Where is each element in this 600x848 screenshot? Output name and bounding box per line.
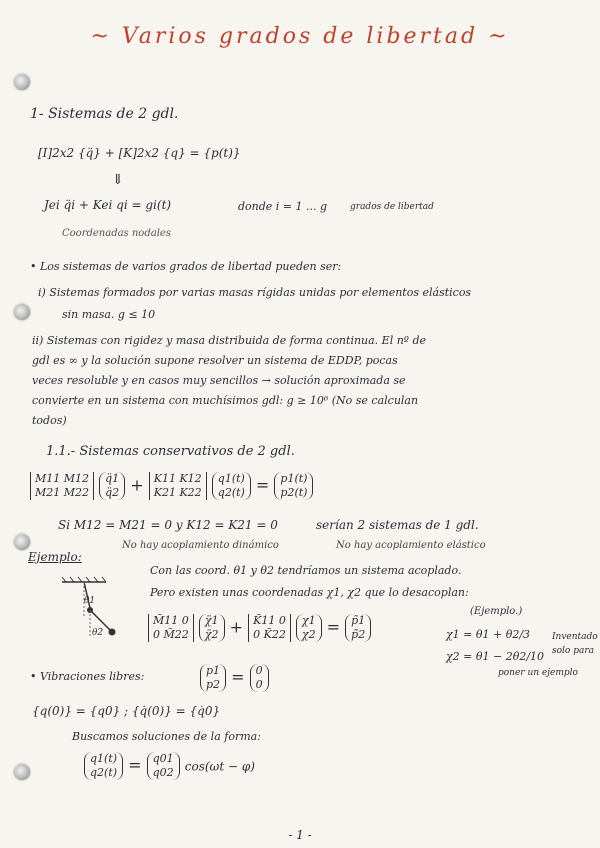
example-chi2: χ2 = θ1 − 2θ2/10 [446,650,545,663]
binder-hole [14,304,30,320]
theta2-label: θ2 [92,628,104,638]
item-ii-line: gdl es ∞ y la solución supone resolver un sistema de EDDP, pocas [32,354,398,367]
example-note: (Ejemplo.) [470,606,523,617]
subsection-heading: 1.1.- Sistemas conservativos de 2 gdl. [46,444,295,459]
chi-acceleration-vector: χ̈1 χ̈2 [199,614,225,642]
decoupled-stiffness-matrix: K̃11 0 0 K̃22 [248,614,291,642]
item-ii-line: ii) Sistemas con rigidez y masa distribuida de forma continua. El nº de [32,334,427,347]
decoupled-load-vector: p̃1 p̃2 [345,614,371,642]
mass-matrix: M11 M12 M21 M22 [30,472,94,500]
solution-intro: Buscamos soluciones de la forma: [72,730,261,743]
decoupled-equation: Jei q̈i + Kei qi = gi(t) [44,198,172,212]
binder-hole [14,74,30,90]
down-arrow-icon: ⇓ [112,172,124,188]
theta1-label: θ1 [84,596,96,606]
load-vector: p1(t) p2(t) [274,472,313,500]
example-text: Con las coord. θ1 y θ2 tendríamos un sistema acoplado. [150,564,462,577]
section-heading: 1- Sistemas de 2 gdl. [30,106,179,122]
solution-form: q1(t) q2(t) = q01 q02 cos(ωt − φ) [84,752,255,780]
item-ii-line: todos) [32,414,67,427]
item-ii-line: veces resoluble y en casos muy sencillos → solución aproximada se [32,374,406,387]
bullet-text: • Los sistemas de varios grados de libertad pueden ser: [30,260,342,273]
decoupled-matrix-equation: M̃11 0 0 M̃22 χ̈1 χ̈2 + K̃11 0 0 K̃22 χ1 χ2 = p̃1 p̃2 [148,614,371,642]
note-dynamic: No hay acoplamiento dinámico [122,540,279,551]
equation-note: donde i = 1 ... g [238,200,328,213]
acceleration-vector: q̈1 q̈2 [99,472,125,500]
item-ii-line: convierte en un sistema con muchísimos gdl: g ≥ 10⁶ (No se calculan [32,394,419,407]
chi-vector: χ1 χ2 [296,614,322,642]
invented-note: Inventado [552,632,598,642]
note-elastic: No hay acoplamiento elástico [336,540,486,551]
item-i-line: i) Sistemas formados por varias masas rígidas unidas por elementos elásticos [38,286,472,299]
example-chi1: χ1 = θ1 + θ2/3 [446,628,531,641]
equation-note-dof: grados de libertad [350,202,434,212]
matrix-equation: [I]2x2 {q̈} + [K]2x2 {q} = {p(t)} [38,146,241,160]
system-matrix-equation: M11 M12 M21 M22 q̈1 q̈2 + K11 K12 K21 K22 q1(t) q2(t) = p1(t) p2(t) [30,472,313,500]
example-label: Ejemplo: [28,550,82,564]
displacement-vector: q1(t) q2(t) [212,472,251,500]
coupling-result: serían 2 sistemas de 1 gdl. [316,518,479,532]
coordinate-label: Coordenadas nodales [62,228,171,239]
page-number: - 1 - [288,828,312,842]
item-i-line: sin masa. g ≤ 10 [62,308,156,321]
invented-note: poner un ejemplo [498,668,578,678]
stiffness-matrix: K11 K12 K21 K22 [149,472,207,500]
page-title: ~ Varios grados de libertad ~ [90,24,510,49]
binder-hole [14,534,30,550]
example-text: Pero existen unas coordenadas χ1, χ2 que lo desacoplan: [150,586,469,599]
coupling-condition: Si M12 = M21 = 0 y K12 = K21 = 0 [58,518,278,532]
decoupled-mass-matrix: M̃11 0 0 M̃22 [148,614,194,642]
binder-hole [14,764,30,780]
free-vibration-label: • Vibraciones libres: [30,670,145,683]
initial-conditions: {q(0)} = {q0} ; {q̇(0)} = {q̇0} [32,704,221,718]
free-vibration-condition: p1 p2 = 0 0 [200,664,269,692]
invented-note: solo para [552,646,594,656]
